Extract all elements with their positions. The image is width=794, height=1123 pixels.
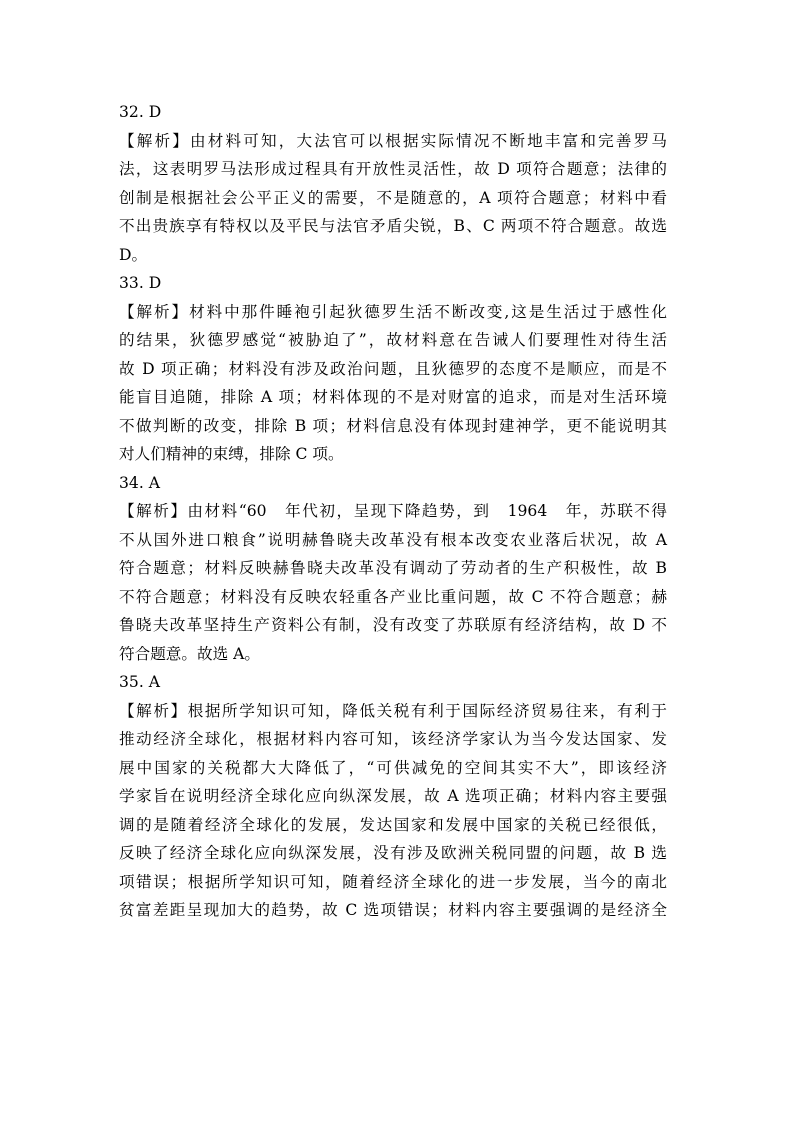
text-line: 创制是根据社会公平正义的需要，不是随意的，A 项符合题意；材料中看 (119, 188, 667, 207)
text-line: 故 D 项正确；材料没有涉及政治问题，且狄德罗的态度不是顺应，而是不 (119, 359, 667, 378)
text-line: 能盲目追随，排除 A 项；材料体现的不是对财富的追求，而是对生活环境 (119, 388, 667, 406)
text-line: 符合题意；材料反映赫鲁晓夫改革没有调动了劳动者的生产积极性，故 B (119, 559, 667, 577)
document-page (119, 98, 667, 925)
text-line: 反映了经济全球化应向纵深发展，没有涉及欧洲关税同盟的问题，故 B 选 (119, 844, 667, 862)
text-line: 【解析】由材料可知，大法官可以根据实际情况不断地丰富和完善罗马 (119, 131, 667, 150)
text-line: 学家旨在说明经济全球化应向纵深发展，故 A 选项正确；材料内容主要强 (119, 787, 667, 805)
text-line: 法，这表明罗马法形成过程具有开放性灵活性，故 D 项符合题意；法律的 (119, 160, 667, 178)
question-number: 34. A (119, 473, 161, 492)
text-line: 贫富差距呈现加大的趋势，故 C 选项错误；材料内容主要强调的是经济全 (119, 901, 667, 919)
question-number: 33. D (119, 274, 162, 292)
text-line: 不符合题意；材料没有反映农轻重各产业比重问题，故 C 不符合题意；赫 (119, 587, 667, 606)
text-line: 【解析】材料中那件睡袍引起狄德罗生活不断改变,这是生活过于感性化 (119, 302, 667, 321)
text-line: 展中国家的关税都大大降低了，“可供减免的空间其实不大”，即该经济 (119, 758, 667, 777)
text-line: 不出贵族享有特权以及平民与法官矛盾尖锐，B、C 两项不符合题意。故选 (119, 217, 667, 235)
text-line: 【解析】由材料“60 年代初，呈现下降趋势，到 1964 年，苏联不得 (119, 502, 667, 520)
text-line: 调的是随着经济全球化的发展，发达国家和发展中国家的关税已经很低， (119, 815, 667, 834)
text-line: 的结果，狄德罗感觉“被胁迫了”，故材料意在告诫人们要理性对待生活 (119, 331, 667, 349)
text-line: 鲁晓夫改革坚持生产资料公有制，没有改变了苏联原有经济结构，故 D 不 (119, 616, 667, 634)
text-line: 项错误；根据所学知识可知，随着经济全球化的进一步发展，当今的南北 (119, 872, 667, 891)
text-line: 不从国外进口粮食”说明赫鲁晓夫改革没有根本改变农业落后状况，故 A (119, 530, 667, 549)
text-line: 符合题意。故选 A。 (119, 644, 260, 663)
text-line: 【解析】根据所学知识可知，降低关税有利于国际经济贸易往来，有利于 (119, 701, 667, 720)
text-line: 不做判断的改变，排除 B 项；材料信息没有体现封建神学，更不能说明其 (119, 416, 667, 435)
text-line: D。 (119, 245, 148, 264)
question-number: 32. D (119, 103, 162, 121)
text-line: 推动经济全球化，根据材料内容可知，该经济学家认为当今发达国家、发 (119, 730, 667, 748)
question-number: 35. A (119, 673, 161, 691)
text-line: 对人们精神的束缚，排除 C 项。 (119, 445, 344, 463)
